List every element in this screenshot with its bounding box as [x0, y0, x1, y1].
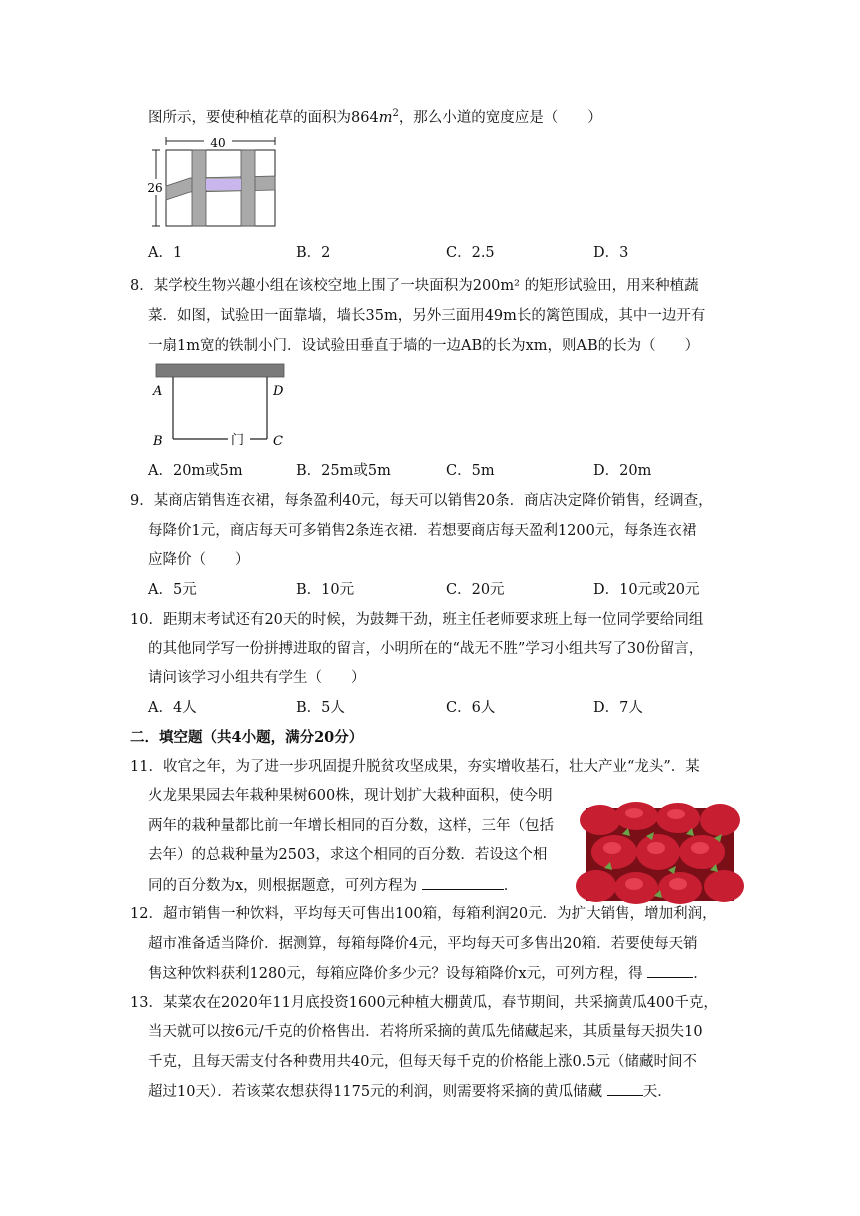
q7-figure	[147, 136, 278, 230]
q12-line-3-text: 售这种饮料获利1280元，每箱应降价多少元？设每箱降价x元，可列方程，得	[148, 966, 643, 982]
q13-line-1: 13．某菜农在2020年11月底投资1600元种植大棚黄瓜，春节期间，共采摘黄瓜400千克，	[130, 995, 718, 1011]
q8-line-1: 8．某学校生物兴趣小组在该校空地上围了一块面积为200m² 的矩形试验田，用来种植蔬	[130, 278, 699, 294]
q10-option-d: D．7人	[593, 700, 643, 716]
q13-line-4	[148, 1081, 672, 1102]
q9-line-1: 9．某商店销售连衣裙，每条盈利40元，每天可以销售20条．商店决定降价销售，经调查，	[130, 493, 713, 509]
q10-option-b: B．5人	[296, 700, 345, 716]
q8-label-c: C	[273, 434, 283, 449]
q8-label-d: D	[273, 384, 284, 399]
q7-stem-pre: 图所示，要使种植花草的面积为864	[148, 109, 379, 126]
q11-line-3: 两年的栽种量都比前一年增长相同的百分数，这样，三年（包括	[148, 818, 554, 834]
q8-option-d: D．20m	[593, 463, 652, 479]
q13-answer-blank[interactable]	[607, 1081, 643, 1096]
q7-sup: 2	[392, 108, 399, 119]
q7-stem-post: ，那么小道的宽度应是（ ）	[398, 109, 602, 126]
q12-line-2: 超市准备适当降价．据测算，每箱每降价4元，平均每天可多售出20箱．若要使每天销	[148, 936, 698, 952]
q13-line-3: 千克，且每天需支付各种费用共40元，但每天每千克的价格能上涨0.5元（储藏时间不	[148, 1054, 698, 1070]
q8-wall	[156, 364, 284, 377]
q8-door-label: 门	[231, 433, 245, 448]
q8-option-a: A．20m或5m	[148, 463, 243, 479]
q8-figure	[150, 362, 295, 452]
q7-unit: m	[378, 109, 393, 126]
q9-line-3: 应降价（ ）	[148, 552, 250, 568]
q9-option-d: D．10元或20元	[593, 582, 700, 598]
q8-label-a: A	[153, 384, 163, 399]
q11-line-5	[148, 875, 518, 896]
q7-option-b: B．2	[296, 245, 331, 261]
dragon-fruit-photo	[586, 808, 734, 901]
q12-answer-blank[interactable]	[647, 963, 693, 978]
q11-answer-blank[interactable]	[422, 875, 504, 890]
q8-option-b: B．25m或5m	[296, 463, 391, 479]
section-title-fill-in: 二．填空题（共4小题，满分20分）	[130, 729, 364, 746]
q11-line-1: 11．收官之年，为了进一步巩固提升脱贫攻坚成果，夯实增收基石，壮大产业“龙头”．某	[130, 759, 700, 775]
q10-line-2: 的其他同学写一份拼搏进取的留言，小明所在的“战无不胜”学习小组共写了30份留言，	[148, 641, 704, 657]
q9-option-b: B．10元	[296, 582, 355, 598]
q9-option-c: C．20元	[446, 582, 505, 598]
q8-line-2: 菜．如图，试验田一面靠墙，墙长35m，另外三面用49m长的篱笆围成，其中一边开有	[148, 308, 706, 324]
q7-height-label: 26	[147, 181, 163, 195]
q7-option-a: A．1	[148, 245, 183, 261]
q7-stem	[148, 104, 602, 128]
q10-line-1: 10．距期末考试还有20天的时候，为鼓舞干劲，班主任老师要求班上每一位同学要给同组	[130, 612, 704, 628]
q8-option-c: C．5m	[446, 463, 495, 479]
q13-line-4-text: 超过10天）．若该菜农想获得1175元的利润，则需要将采摘的黄瓜储藏	[148, 1084, 603, 1100]
q7-width-label: 40	[210, 136, 226, 150]
q10-line-3: 请问该学习小组共有学生（ ）	[148, 670, 366, 686]
q7-option-d: D．3	[593, 245, 629, 261]
q11-line-5-text: 同的百分数为x，则根据题意，可列方程为	[148, 878, 418, 894]
q12-line-1: 12．超市销售一种饮料，平均每天可售出100箱，每箱利润20元．为扩大销售，增加利润，	[130, 906, 717, 922]
q8-line-3: 一扇1m宽的铁制小门．设试验田垂直于墙的一边AB的长为xm，则AB的长为（ ）	[148, 338, 700, 354]
q9-line-2: 每降价1元，商店每天可多销售2条连衣裙．若想要商店每天盈利1200元，每条连衣裙	[148, 523, 697, 539]
q11-line-2: 火龙果果园去年栽种果树600株，现计划扩大栽种面积，使今明	[148, 788, 553, 804]
q10-option-c: C．6人	[446, 700, 496, 716]
q13-line-2: 当天就可以按6元/千克的价格售出．若将所采摘的黄瓜先储藏起来，其质量每天损失10	[148, 1024, 703, 1040]
q12-line-end: ．	[693, 966, 708, 982]
q13-line-end: 天．	[642, 1084, 672, 1100]
q10-option-a: A．4人	[148, 700, 197, 716]
q11-line-4: 去年）的总栽种量为2503，求这个相同的百分数．若设这个相	[148, 847, 548, 863]
q9-option-a: A．5元	[148, 582, 197, 598]
q12-line-3	[148, 963, 708, 984]
q11-line-end: ．	[503, 878, 519, 894]
q8-label-b: B	[153, 434, 163, 449]
q7-option-c: C．2.5	[446, 245, 495, 261]
